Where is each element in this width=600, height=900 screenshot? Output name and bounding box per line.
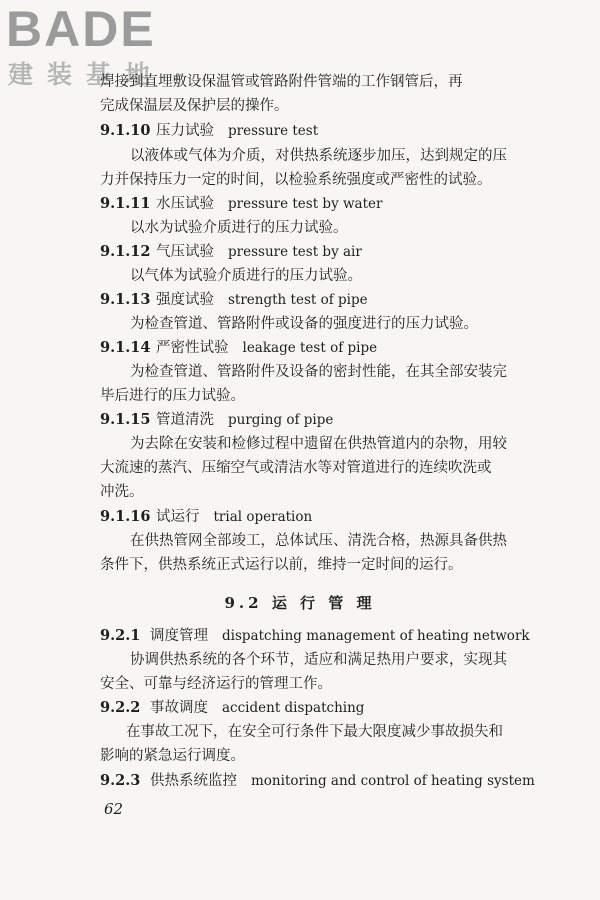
term-zh: 强度试验 xyxy=(156,292,214,308)
term-number: 9.2.1 xyxy=(100,627,141,644)
term-en: pressure test by water xyxy=(228,196,383,212)
term-en: dispatching management of heating network xyxy=(222,628,530,644)
term-zh: 试运行 xyxy=(156,509,200,525)
term-heading xyxy=(100,626,530,646)
term-en: strength test of pipe xyxy=(228,292,368,308)
term-number: 9.1.12 xyxy=(100,243,151,260)
section-title: 9.2 运 行 管 理 xyxy=(224,594,376,612)
term-heading xyxy=(100,242,362,262)
term-body: 为去除在安装和检修过程中遗留在供热管道内的杂物，用较 xyxy=(130,436,507,452)
term-body: 以液体或气体为介质，对供热系统逐步加压，达到规定的压 xyxy=(130,148,507,164)
term-zh: 气压试验 xyxy=(156,244,214,260)
watermark-logo: BADE xyxy=(6,1,156,57)
term-heading xyxy=(100,194,382,214)
term-en: purging of pipe xyxy=(228,412,334,428)
term-zh: 管道清洗 xyxy=(156,412,214,428)
watermark-subtitle: 建装基地 xyxy=(8,60,165,89)
term-body: 为检查管道、管路附件及设备的密封性能，在其全部安装完 xyxy=(130,364,507,380)
term-body: 大流速的蒸汽、压缩空气或清洁水等对管道进行的连续吹洗或 xyxy=(100,460,492,476)
term-heading xyxy=(100,410,333,430)
term-zh: 严密性试验 xyxy=(156,340,229,356)
term-body: 影响的紧急运行调度。 xyxy=(100,748,245,764)
term-zh: 供热系统监控 xyxy=(150,773,237,789)
term-en: monitoring and control of heating system xyxy=(251,773,535,789)
term-number: 9.1.14 xyxy=(100,339,151,356)
term-heading xyxy=(100,507,312,527)
term-body: 为检查管道、管路附件或设备的强度进行的压力试验。 xyxy=(130,316,478,332)
term-en: pressure test xyxy=(228,123,319,139)
term-body: 在事故工况下，在安全可行条件下最大限度减少事故损失和 xyxy=(126,724,503,740)
term-body: 以水为试验介质进行的压力试验。 xyxy=(130,220,348,236)
term-number: 9.1.11 xyxy=(100,195,151,212)
term-zh: 事故调度 xyxy=(150,700,208,716)
term-body: 毕后进行的压力试验。 xyxy=(100,388,245,404)
term-en: leakage test of pipe xyxy=(242,340,378,356)
term-body: 在供热管网全部竣工，总体试压、清洗合格，热源具备供热 xyxy=(130,533,507,549)
term-number: 9.1.16 xyxy=(100,508,151,525)
term-body: 协调供热系统的各个环节，适应和满足热用户要求，实现其 xyxy=(130,652,507,668)
term-body: 力并保持压力一定的时间，以检验系统强度或严密性的试验。 xyxy=(100,172,492,188)
term-heading xyxy=(100,338,377,358)
term-heading xyxy=(100,121,318,141)
term-number: 9.2.3 xyxy=(100,772,141,789)
term-en: accident dispatching xyxy=(222,700,365,716)
intro-line: 完成保温层及保护层的操作。 xyxy=(100,98,289,114)
term-body: 安全、可靠与经济运行的管理工作。 xyxy=(100,676,332,692)
term-number: 9.1.15 xyxy=(100,411,151,428)
page-number: 62 xyxy=(104,800,124,818)
term-heading xyxy=(100,771,535,791)
term-en: pressure test by air xyxy=(228,244,362,260)
term-zh: 压力试验 xyxy=(156,123,214,139)
term-zh: 调度管理 xyxy=(150,628,208,644)
intro-line: 焊接到直埋敷设保温管或管路附件管端的工作钢管后，再 xyxy=(100,74,463,90)
term-number: 9.2.2 xyxy=(100,699,141,716)
term-body: 冲洗。 xyxy=(100,484,144,500)
term-number: 9.1.13 xyxy=(100,291,151,308)
term-body: 以气体为试验介质进行的压力试验。 xyxy=(130,268,362,284)
term-zh: 水压试验 xyxy=(156,196,214,212)
term-en: trial operation xyxy=(213,509,313,525)
term-heading xyxy=(100,698,364,718)
term-heading xyxy=(100,290,368,310)
term-number: 9.1.10 xyxy=(100,122,151,139)
term-body: 条件下，供热系统正式运行以前，维持一定时间的运行。 xyxy=(100,557,463,573)
